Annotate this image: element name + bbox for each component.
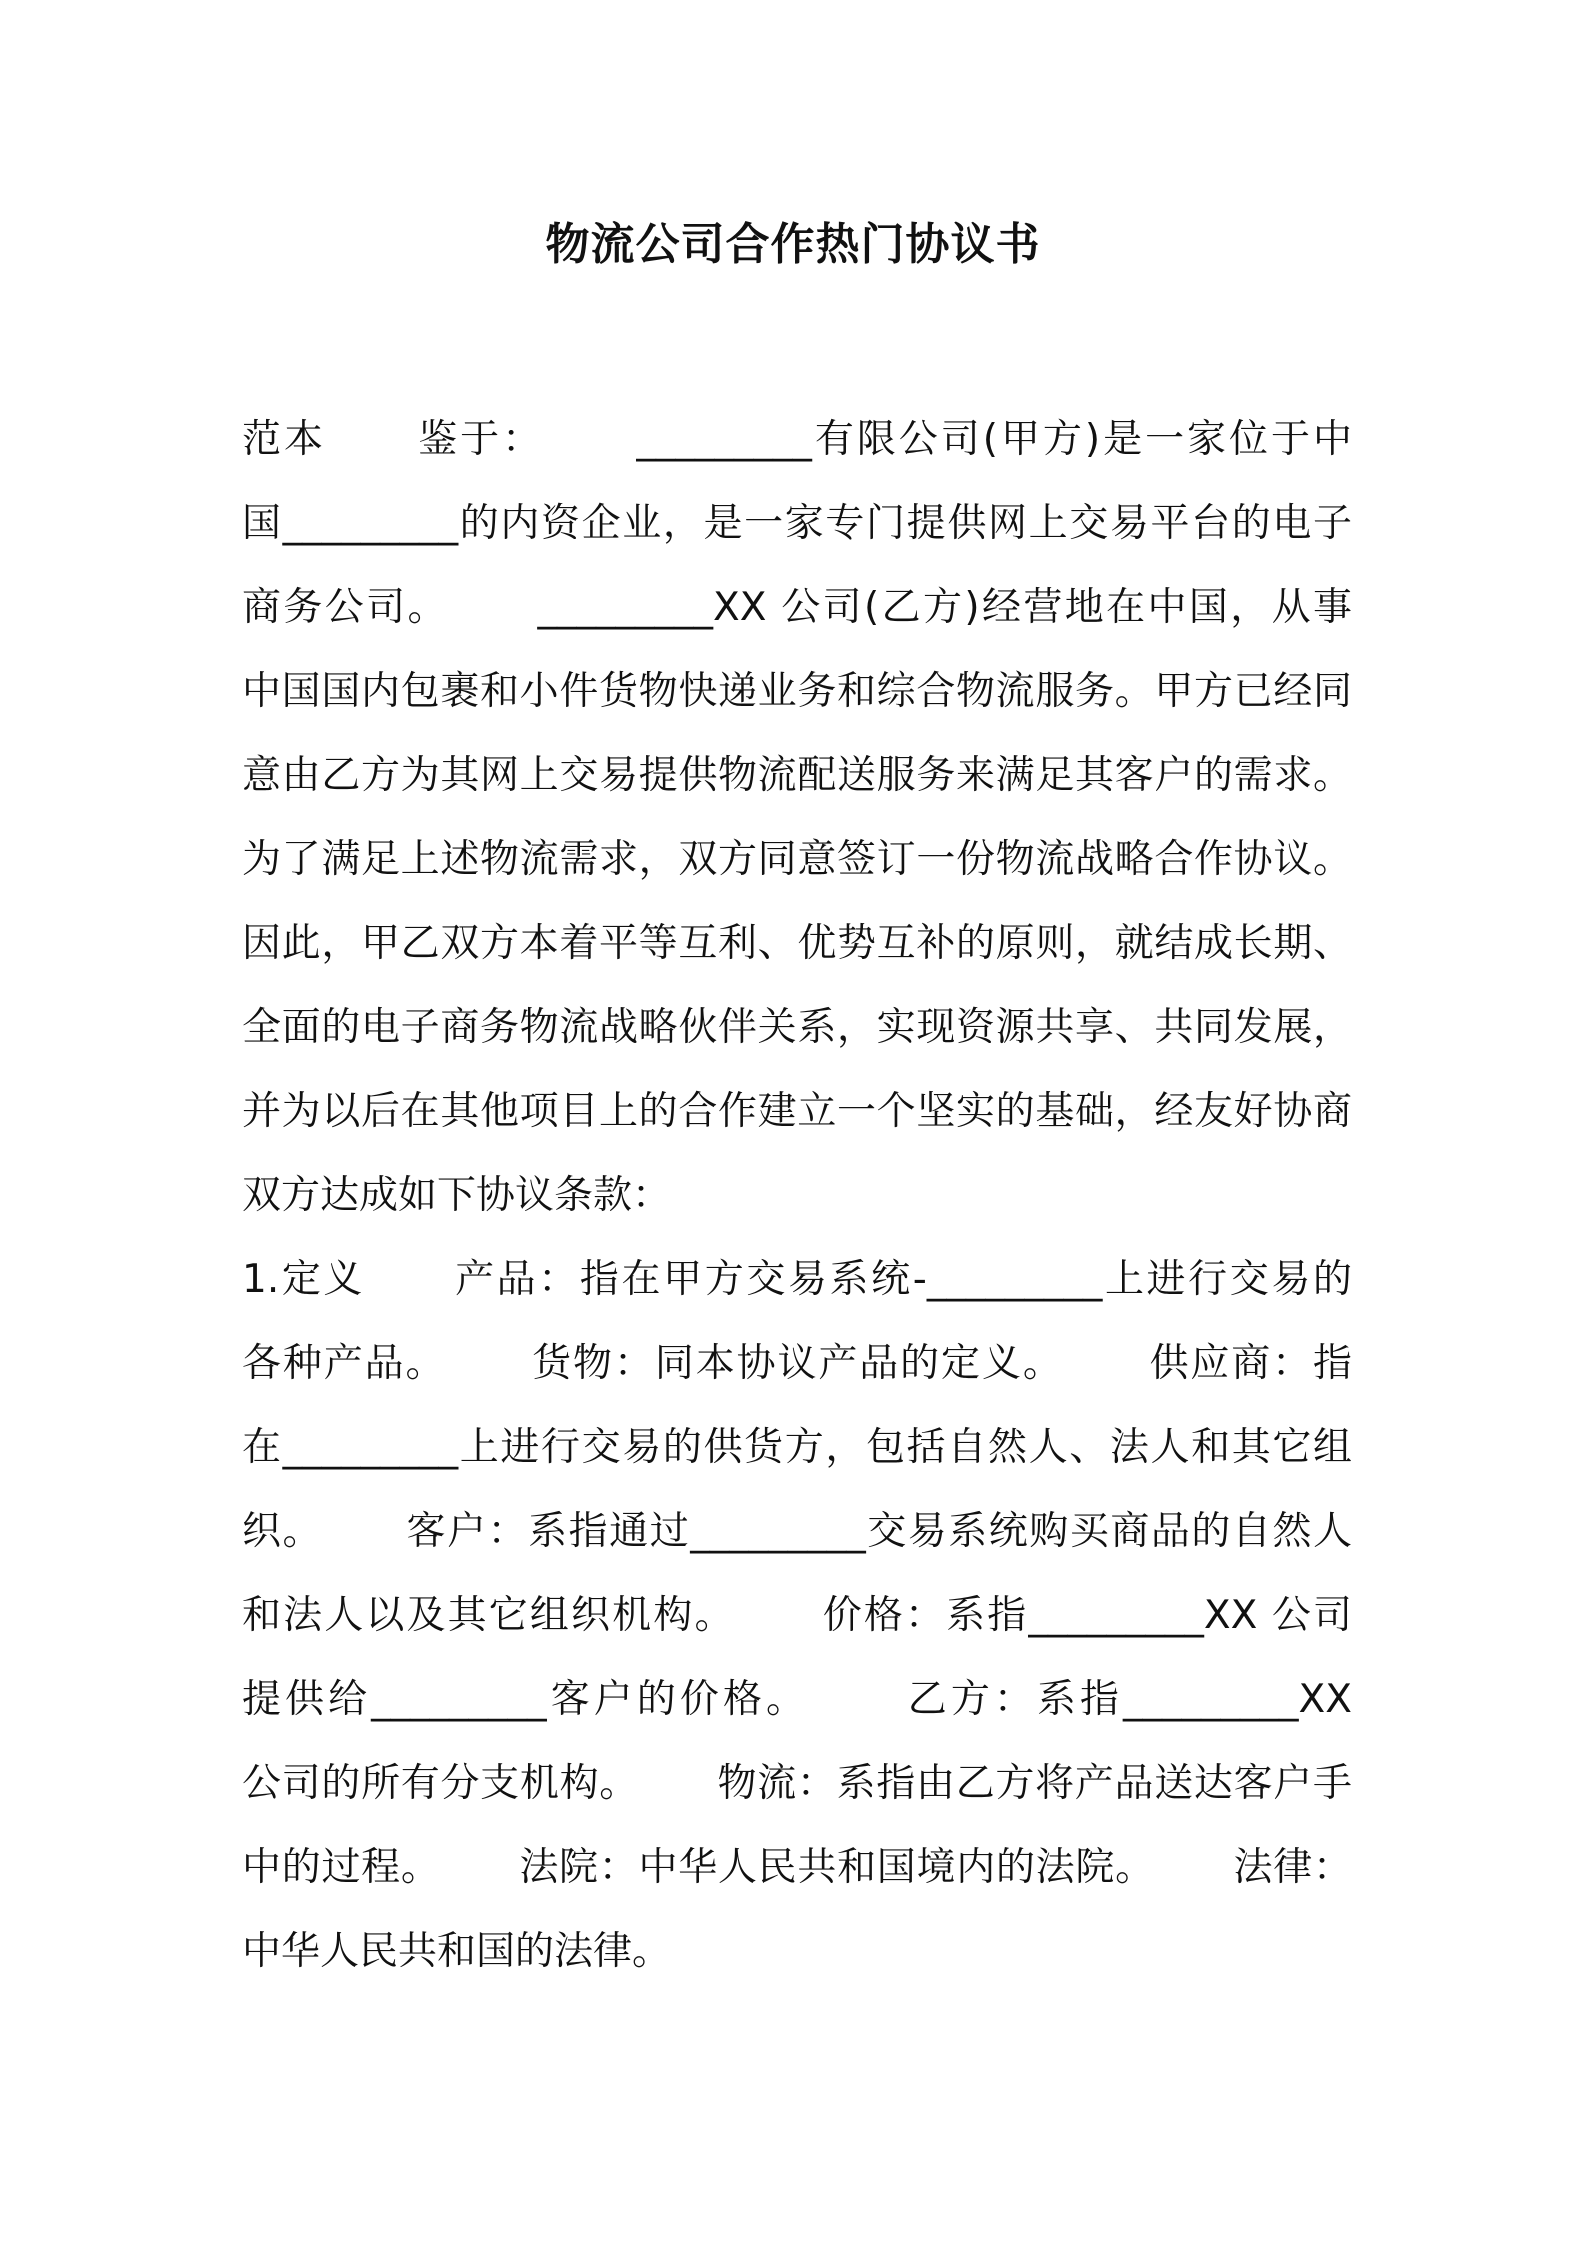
body-line-15: 和法人以及其它组织机构。 价格：系指_________XX 公司 bbox=[242, 1593, 1352, 1638]
body-line-4: 中国国内包裹和小件货物快递业务和综合物流服务。甲方已经同 bbox=[242, 669, 1352, 714]
body-line-2: 国_________的内资企业，是一家专门提供网上交易平台的电子 bbox=[242, 501, 1352, 546]
body-line-18: 中的过程。 法院：中华人民共和国境内的法院。 法律： bbox=[242, 1845, 1352, 1890]
body-line-1: 范本 鉴于： _________有限公司(甲方)是一家位于中 bbox=[242, 417, 1352, 462]
body-line-9: 并为以后在其他项目上的合作建立一个坚实的基础，经友好协商 bbox=[242, 1089, 1352, 1134]
document-title: 物流公司合作热门协议书 bbox=[545, 219, 1041, 270]
body-line-13: 在_________上进行交易的供货方，包括自然人、法人和其它组 bbox=[242, 1425, 1352, 1470]
body-line-19: 中华人民共和国的法律。 bbox=[242, 1929, 672, 1974]
body-line-8: 全面的电子商务物流战略伙伴关系，实现资源共享、共同发展， bbox=[242, 1005, 1352, 1050]
body-line-5: 意由乙方为其网上交易提供物流配送服务来满足其客户的需求。 bbox=[242, 753, 1352, 798]
body-line-12: 各种产品。 货物：同本协议产品的定义。 供应商：指 bbox=[242, 1341, 1352, 1386]
body-line-3: 商务公司。 _________XX 公司(乙方)经营地在中国，从事 bbox=[242, 585, 1352, 630]
body-line-10: 双方达成如下协议条款： bbox=[242, 1173, 672, 1218]
document-body bbox=[242, 398, 1352, 1994]
body-line-6: 为了满足上述物流需求，双方同意签订一份物流战略合作协议。 bbox=[242, 837, 1352, 882]
body-line-14: 织。 客户：系指通过_________交易系统购买商品的自然人 bbox=[242, 1509, 1352, 1554]
body-line-17: 公司的所有分支机构。 物流：系指由乙方将产品送达客户手 bbox=[242, 1761, 1352, 1806]
body-line-7: 因此，甲乙双方本着平等互利、优势互补的原则，就结成长期、 bbox=[242, 921, 1352, 966]
body-line-11: 1.定义 产品：指在甲方交易系统-_________上进行交易的 bbox=[242, 1257, 1352, 1302]
body-line-16: 提供给_________客户的价格。 乙方：系指_________XX bbox=[242, 1677, 1352, 1722]
